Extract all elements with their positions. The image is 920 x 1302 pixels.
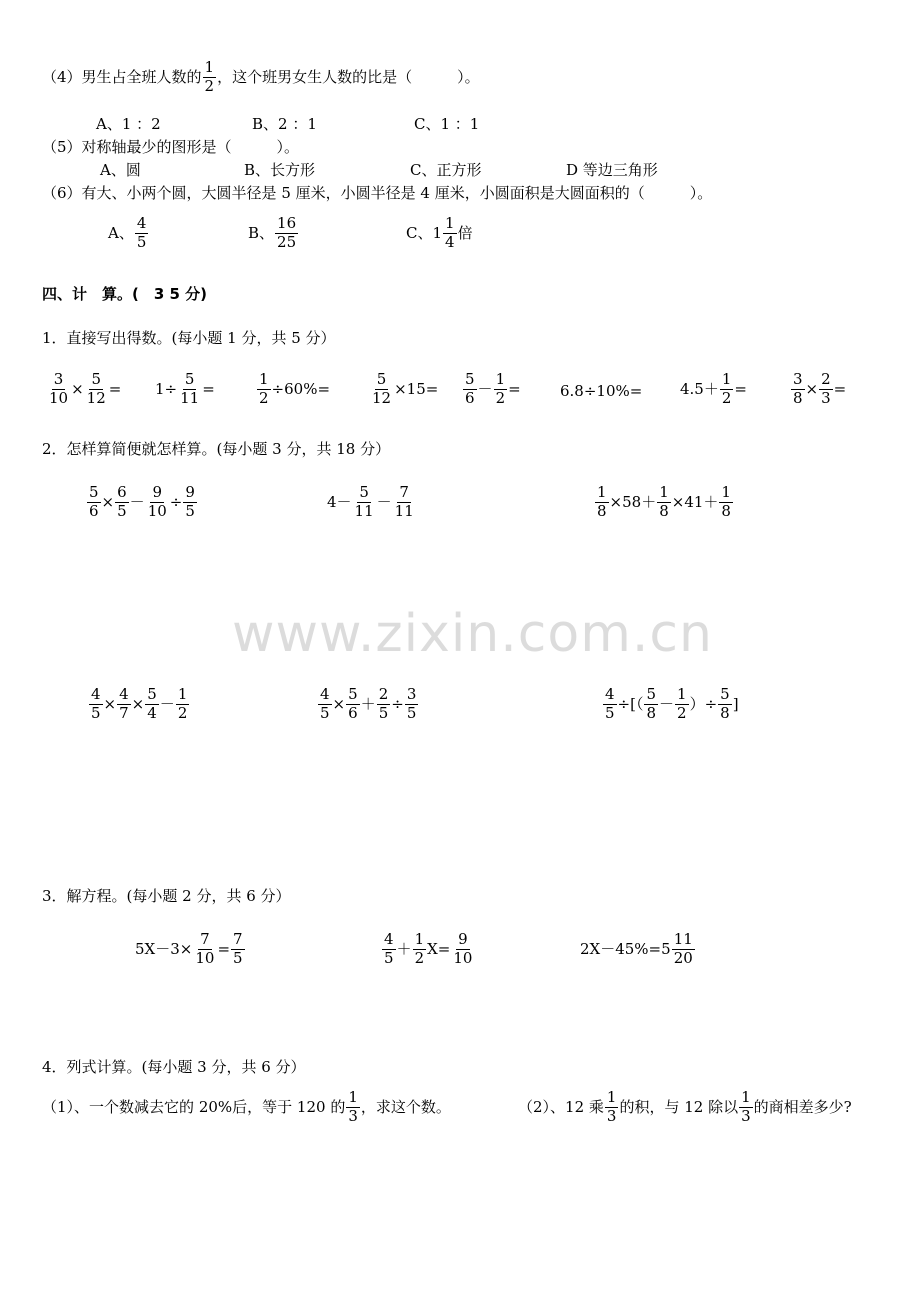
oral-item-1: $\frac{3}{10}$ × $\frac{5}{12}$ = (49, 370, 122, 407)
q6-option-a: A、 $\frac{4}{5}$ (108, 214, 147, 251)
equation-1: 5X－3× $\frac{7}{10}$ = $\frac{7}{5}$ (135, 930, 243, 967)
fraction: $\frac{1}{2}$ (495, 370, 506, 407)
simplify-expr-2: 4－ $\frac{5}{11}$ － $\frac{7}{11}$ (327, 483, 414, 520)
fraction: $\frac{4}{5}$ (136, 214, 147, 251)
q6-option-c: C、1 $\frac{1}{4}$ 倍 (406, 214, 473, 251)
fraction: $\frac{1}{2}$ (677, 685, 687, 722)
fraction: $\frac{1}{2}$ (721, 370, 732, 407)
part-4-heading: 4．列式计算。(每小题 3 分，共 6 分） (42, 1058, 306, 1076)
fraction: $\frac{1}{3}$ (606, 1088, 617, 1125)
fraction: $\frac{5}{11}$ (354, 483, 374, 520)
fraction: $\frac{5}{11}$ (180, 370, 200, 407)
fraction: $\frac{1}{8}$ (659, 483, 669, 520)
fraction: $\frac{5}{8}$ (646, 685, 657, 722)
fraction: $\frac{5}{6}$ (89, 483, 99, 520)
oral-item-2: 1÷ $\frac{5}{11}$ = (155, 370, 215, 407)
oral-item-3: $\frac{1}{2}$ ÷60%= (259, 370, 331, 407)
fraction: $\frac{5}{6}$ (465, 370, 475, 407)
question-4-text: （4）男生占全班人数的 (42, 67, 202, 86)
simplify-expr-3: $\frac{1}{8}$ ×58＋ $\frac{1}{8}$ ×41＋ $\frac{1}{8}$ (597, 483, 731, 520)
fraction: $\frac{3}{10}$ (49, 370, 69, 407)
q5-option-b: B、长方形 (244, 161, 316, 179)
equation-3: 2X－45%=5 $\frac{11}{20}$ (580, 930, 693, 967)
part-1-heading: 1．直接写出得数。(每小题 1 分，共 5 分） (42, 329, 336, 347)
question-6: （6）有大、小两个圆，大圆半径是 5 厘米，小圆半径是 4 厘米，小圆面积是大圆面积的（ ）。 (42, 184, 713, 202)
fraction: $\frac{9}{10}$ (453, 930, 473, 967)
fraction: $\frac{4}{5}$ (91, 685, 101, 722)
section-4-heading: 四、计 算。( 3 5 分) (42, 285, 208, 303)
fraction: $\frac{2}{5}$ (378, 685, 389, 722)
fraction: $\frac{4}{5}$ (320, 685, 330, 722)
oral-item-6: 6.8÷10%= (560, 382, 643, 400)
oral-item-7: 4.5＋ $\frac{1}{2}$ = (680, 370, 747, 407)
fraction: $\frac{4}{7}$ (119, 685, 129, 722)
fraction: $\frac{5}{4}$ (147, 685, 157, 722)
oral-item-4: $\frac{5}{12}$ ×15= (372, 370, 439, 407)
fraction: $\frac{9}{10}$ (147, 483, 167, 520)
simplify-expr-5: $\frac{4}{5}$ × $\frac{5}{6}$ ＋ $\frac{2}{5}$ ÷ $\frac{3}{5}$ (320, 685, 417, 722)
part-3-heading: 3．解方程。(每小题 2 分，共 6 分） (42, 887, 291, 905)
fraction: $\frac{1}{2}$ (204, 58, 215, 95)
fraction: $\frac{5}{12}$ (86, 370, 106, 407)
fraction: $\frac{1}{8}$ (721, 483, 731, 520)
fraction: $\frac{7}{5}$ (233, 930, 243, 967)
fraction: $\frac{11}{20}$ (673, 930, 693, 967)
fraction: $\frac{9}{5}$ (185, 483, 195, 520)
fraction: $\frac{4}{5}$ (384, 930, 394, 967)
q5-option-d: D 等边三角形 (566, 161, 658, 179)
watermark: www.zixin.com.cn (232, 604, 713, 664)
fraction: $\frac{5}{12}$ (372, 370, 392, 407)
fraction: $\frac{3}{8}$ (793, 370, 803, 407)
fraction: $\frac{7}{11}$ (394, 483, 414, 520)
fraction: $\frac{1}{2}$ (177, 685, 188, 722)
fraction: $\frac{1}{8}$ (597, 483, 607, 520)
equation-2: $\frac{4}{5}$ ＋ $\frac{1}{2}$ X= $\frac{9}{10}$ (384, 930, 473, 967)
simplify-expr-1: $\frac{5}{6}$ × $\frac{6}{5}$ － $\frac{9}{10}$ ÷ $\frac{9}{5}$ (89, 483, 195, 520)
fraction: $\frac{1}{2}$ (414, 930, 425, 967)
fraction: $\frac{5}{8}$ (720, 685, 730, 722)
q4-option-a: A、1 ：2 (96, 115, 161, 133)
fraction: $\frac{3}{5}$ (406, 685, 417, 722)
word-problem-2: （2）、12 乘 $\frac{1}{3}$ 的积，与 12 除以 $\frac{1}{3}$ 的商相差多少? (518, 1088, 852, 1125)
oral-item-5: $\frac{5}{6}$ － $\frac{1}{2}$ = (465, 370, 521, 407)
fraction: $\frac{1}{3}$ (348, 1088, 358, 1125)
q4-option-c: C、1 ：1 (414, 115, 480, 133)
simplify-expr-4: $\frac{4}{5}$ × $\frac{4}{7}$ × $\frac{5}{4}$ － $\frac{1}{2}$ (91, 685, 188, 722)
oral-item-8: $\frac{3}{8}$ × $\frac{2}{3}$ = (793, 370, 847, 407)
question-5: （5）对称轴最少的图形是（ ）。 (42, 138, 300, 156)
question-4-text-end: ，这个班男女生人数的比是（ ）。 (217, 67, 480, 86)
fraction: $\frac{7}{10}$ (195, 930, 215, 967)
fraction: $\frac{6}{5}$ (117, 483, 127, 520)
part-2-heading: 2．怎样算简便就怎样算。(每小题 3 分，共 18 分） (42, 440, 391, 458)
fraction: $\frac{1}{4}$ (445, 214, 455, 251)
fraction: $\frac{5}{6}$ (348, 685, 358, 722)
q4-option-b: B、2 ：1 (252, 115, 317, 133)
fraction: $\frac{16}{25}$ (277, 214, 297, 251)
word-problem-1: （1）、一个数减去它的 20%后，等于 120 的 $\frac{1}{3}$ ，求这个数。 (42, 1088, 451, 1125)
q5-option-c: C、正方形 (410, 161, 482, 179)
fraction: $\frac{2}{3}$ (821, 370, 831, 407)
fraction: $\frac{1}{2}$ (259, 370, 269, 407)
fraction: $\frac{4}{5}$ (605, 685, 615, 722)
q5-option-a: A、圆 (100, 161, 141, 179)
q6-option-b: B、 $\frac{16}{25}$ (248, 214, 297, 251)
fraction: $\frac{1}{3}$ (741, 1088, 751, 1125)
question-4 (42, 60, 480, 95)
simplify-expr-6: $\frac{4}{5}$ ÷[（ $\frac{5}{8}$ － $\frac{1}{2}$ ）÷ $\frac{5}{8}$ ] (605, 685, 739, 722)
